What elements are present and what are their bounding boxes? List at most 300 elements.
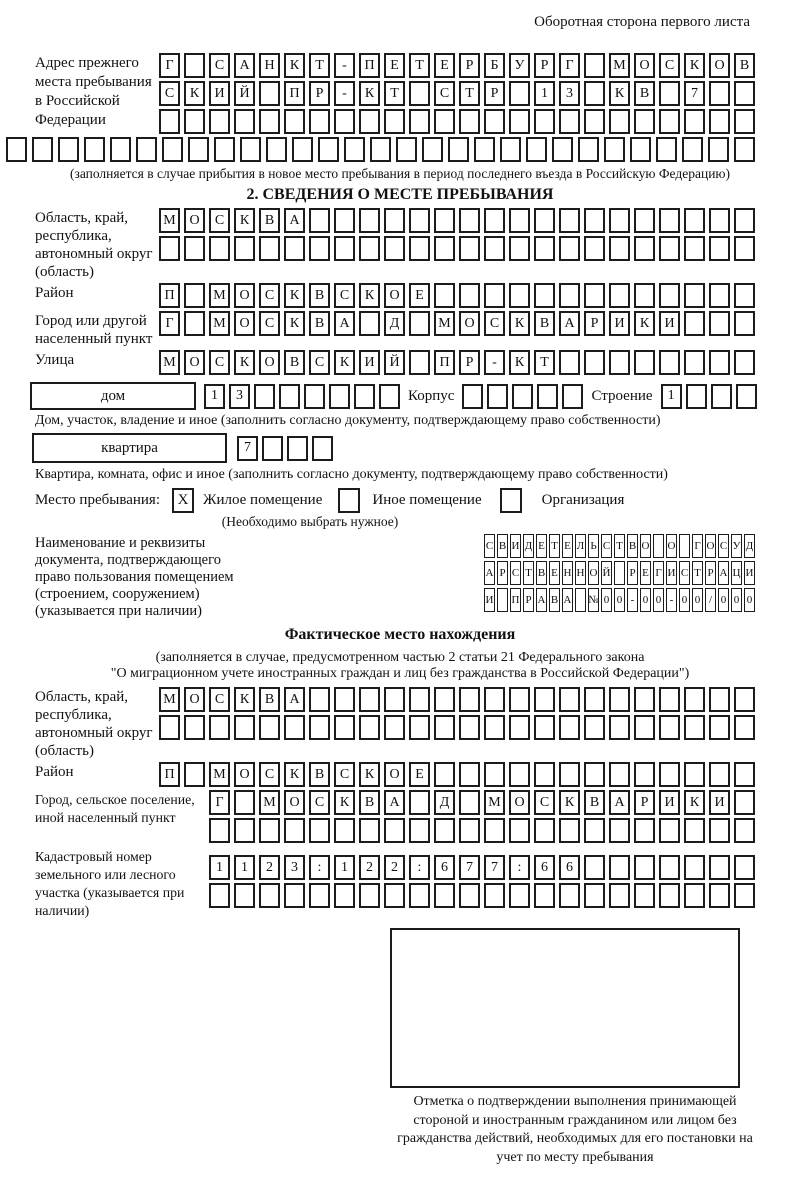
char-box	[304, 384, 325, 409]
char-box	[686, 384, 707, 409]
char-box	[279, 384, 300, 409]
char-box	[184, 109, 205, 134]
char-box: С	[259, 762, 280, 787]
char-box	[509, 81, 530, 106]
char-box: 2	[359, 855, 380, 880]
char-box	[684, 855, 705, 880]
char-box: 0	[614, 588, 625, 612]
char-box	[422, 137, 443, 162]
char-box	[162, 137, 183, 162]
char-box	[259, 818, 280, 843]
char-box	[318, 137, 339, 162]
char-box	[634, 715, 655, 740]
char-box: М	[209, 311, 230, 336]
char-box	[659, 236, 680, 261]
char-box: И	[659, 790, 680, 815]
char-box: Т	[384, 81, 405, 106]
char-box	[559, 762, 580, 787]
char-box: М	[609, 53, 630, 78]
char-box	[659, 350, 680, 375]
char-box	[484, 208, 505, 233]
char-box	[736, 384, 757, 409]
char-box	[259, 109, 280, 134]
char-box: О	[509, 790, 530, 815]
char-box: /	[705, 588, 716, 612]
char-box	[309, 715, 330, 740]
char-box	[709, 715, 730, 740]
char-box: :	[509, 855, 530, 880]
char-box	[384, 818, 405, 843]
char-box: Р	[534, 53, 555, 78]
char-box	[136, 137, 157, 162]
char-box	[287, 436, 308, 461]
char-box	[484, 109, 505, 134]
char-box	[609, 883, 630, 908]
char-box: В	[309, 762, 330, 787]
char-box	[659, 715, 680, 740]
char-box	[509, 883, 530, 908]
char-box: О	[640, 534, 651, 558]
prev-address-row-4	[6, 137, 800, 162]
char-box: В	[259, 687, 280, 712]
char-box	[184, 762, 205, 787]
char-box	[634, 762, 655, 787]
char-box: Ь	[588, 534, 599, 558]
char-box: П	[434, 350, 455, 375]
char-box: М	[159, 687, 180, 712]
char-box	[484, 883, 505, 908]
char-box	[734, 208, 755, 233]
char-box	[509, 762, 530, 787]
actual-city-row-2	[209, 818, 755, 843]
prev-address-row-3	[159, 109, 755, 134]
char-box: 0	[744, 588, 755, 612]
char-box	[659, 81, 680, 106]
char-box: О	[234, 762, 255, 787]
char-box	[709, 208, 730, 233]
char-box	[734, 109, 755, 134]
actual-district-row	[159, 762, 755, 787]
char-box	[609, 715, 630, 740]
char-box	[634, 208, 655, 233]
char-box: Т	[459, 81, 480, 106]
char-box: С	[484, 534, 495, 558]
stay-option-other-checkbox	[338, 488, 360, 513]
char-box	[309, 109, 330, 134]
char-box	[474, 137, 495, 162]
char-box	[709, 311, 730, 336]
char-box	[234, 790, 255, 815]
region-label: Область, край, республика, автономный округ (область)	[35, 210, 153, 280]
actual-location-caption-1: (заполняется в случае, предусмотренном частью 2 статьи 21 Федерального закона	[155, 650, 645, 665]
char-box: 0	[640, 588, 651, 612]
char-box	[559, 208, 580, 233]
char-box: О	[709, 53, 730, 78]
char-box: И	[359, 350, 380, 375]
char-box	[409, 715, 430, 740]
char-box: К	[609, 81, 630, 106]
char-box: К	[359, 283, 380, 308]
char-box: П	[159, 283, 180, 308]
char-box	[734, 790, 755, 815]
char-box	[734, 818, 755, 843]
page-side-note: Оборотная сторона первого листа	[534, 14, 750, 30]
char-box: Г	[692, 534, 703, 558]
stay-option-other-label: Иное помещение	[372, 492, 482, 508]
document-row-1	[484, 534, 755, 558]
char-box: М	[259, 790, 280, 815]
char-box	[537, 384, 558, 409]
char-box	[234, 883, 255, 908]
apartment-caption: Квартира, комната, офис и иное (заполнить согласно документу, подтверждающему право собственности)	[35, 467, 668, 482]
char-box	[562, 384, 583, 409]
char-box: В	[259, 208, 280, 233]
char-box	[584, 81, 605, 106]
char-box: С	[679, 561, 690, 585]
stay-type-label: Место пребывания:	[35, 492, 160, 508]
char-box	[709, 687, 730, 712]
char-box	[262, 436, 283, 461]
char-box	[584, 109, 605, 134]
char-box	[609, 109, 630, 134]
char-box	[384, 883, 405, 908]
char-box	[284, 818, 305, 843]
char-box	[584, 715, 605, 740]
char-box	[709, 855, 730, 880]
char-box: В	[359, 790, 380, 815]
char-box: И	[659, 311, 680, 336]
char-box	[634, 350, 655, 375]
char-box: 1	[661, 384, 682, 409]
char-box: С	[484, 311, 505, 336]
char-box: 0	[601, 588, 612, 612]
char-box: 7	[459, 855, 480, 880]
street-row	[159, 350, 755, 375]
char-box: 3	[229, 384, 250, 409]
char-box: Д	[384, 311, 405, 336]
char-box: С	[209, 350, 230, 375]
char-box	[434, 283, 455, 308]
char-box: К	[509, 350, 530, 375]
char-box: И	[709, 790, 730, 815]
char-box	[334, 883, 355, 908]
char-box	[254, 384, 275, 409]
char-box	[534, 762, 555, 787]
char-box	[459, 883, 480, 908]
char-box: Д	[744, 534, 755, 558]
char-box	[309, 687, 330, 712]
city-row	[159, 311, 755, 336]
char-box: А	[609, 790, 630, 815]
char-box	[214, 137, 235, 162]
char-box	[559, 109, 580, 134]
char-box	[500, 137, 521, 162]
char-box: К	[334, 350, 355, 375]
document-row-2	[484, 561, 755, 585]
char-box: О	[666, 534, 677, 558]
char-box	[334, 109, 355, 134]
char-box	[58, 137, 79, 162]
char-box	[234, 715, 255, 740]
char-box	[634, 687, 655, 712]
char-box	[209, 818, 230, 843]
char-box: Е	[434, 53, 455, 78]
char-box: 6	[559, 855, 580, 880]
char-box	[709, 818, 730, 843]
char-box: К	[284, 311, 305, 336]
char-box: М	[209, 762, 230, 787]
char-box	[679, 534, 690, 558]
city-block	[0, 311, 800, 348]
char-box: М	[159, 208, 180, 233]
char-box: Т	[614, 534, 625, 558]
char-box	[396, 137, 417, 162]
char-box	[684, 283, 705, 308]
char-box: 1	[209, 855, 230, 880]
char-box	[656, 137, 677, 162]
char-box	[534, 283, 555, 308]
char-box: М	[159, 350, 180, 375]
char-box: С	[659, 53, 680, 78]
char-box: -	[334, 53, 355, 78]
char-box	[484, 715, 505, 740]
char-box	[359, 109, 380, 134]
char-box	[709, 762, 730, 787]
char-box	[584, 687, 605, 712]
char-box	[659, 283, 680, 308]
street-block	[0, 350, 800, 375]
char-box: Г	[159, 311, 180, 336]
char-box	[708, 137, 729, 162]
char-box: О	[459, 311, 480, 336]
cadastre-row-1	[209, 855, 755, 880]
char-box	[459, 715, 480, 740]
char-box: А	[536, 588, 547, 612]
section2-title: 2. СВЕДЕНИЯ О МЕСТЕ ПРЕБЫВАНИЯ	[246, 186, 554, 203]
apartment-block	[32, 433, 800, 463]
char-box	[209, 883, 230, 908]
char-box	[334, 715, 355, 740]
char-box: Т	[409, 53, 430, 78]
char-box	[434, 236, 455, 261]
char-box: Р	[627, 561, 638, 585]
char-box	[434, 687, 455, 712]
region-block	[0, 208, 800, 281]
char-box	[359, 311, 380, 336]
char-box: С	[209, 53, 230, 78]
char-box: С	[259, 311, 280, 336]
char-box: К	[234, 350, 255, 375]
char-box: 1	[534, 81, 555, 106]
char-box	[684, 311, 705, 336]
char-box	[459, 762, 480, 787]
char-box	[609, 818, 630, 843]
char-box	[329, 384, 350, 409]
char-box: 3	[559, 81, 580, 106]
char-box	[409, 818, 430, 843]
char-box: А	[562, 588, 573, 612]
char-box	[734, 855, 755, 880]
char-box	[552, 137, 573, 162]
char-box: 2	[384, 855, 405, 880]
char-box: Й	[601, 561, 612, 585]
char-box	[709, 81, 730, 106]
char-box	[684, 818, 705, 843]
char-box	[711, 384, 732, 409]
char-box	[434, 762, 455, 787]
char-box	[684, 236, 705, 261]
actual-district-block	[0, 762, 800, 787]
char-box: Р	[584, 311, 605, 336]
char-box	[509, 687, 530, 712]
char-box	[734, 883, 755, 908]
char-box: В	[536, 561, 547, 585]
char-box	[559, 715, 580, 740]
char-box	[184, 715, 205, 740]
char-box	[266, 137, 287, 162]
char-box: Й	[234, 81, 255, 106]
char-box	[409, 208, 430, 233]
char-box: 1	[234, 855, 255, 880]
char-box: Р	[523, 588, 534, 612]
char-box	[559, 350, 580, 375]
char-box: К	[359, 81, 380, 106]
char-box: К	[334, 790, 355, 815]
prev-address-label: Адрес прежнего места пребывания в Российской Федерации	[35, 55, 152, 128]
char-box: К	[559, 790, 580, 815]
char-box	[559, 283, 580, 308]
char-box: Б	[484, 53, 505, 78]
char-box	[359, 236, 380, 261]
char-box: С	[309, 790, 330, 815]
char-box	[609, 283, 630, 308]
stroenie-cells	[661, 384, 757, 409]
char-box	[734, 311, 755, 336]
char-box	[344, 137, 365, 162]
char-box: И	[744, 561, 755, 585]
char-box	[509, 109, 530, 134]
char-box: К	[284, 283, 305, 308]
char-box: Е	[536, 534, 547, 558]
char-box	[497, 588, 508, 612]
char-box	[734, 715, 755, 740]
char-box: -	[666, 588, 677, 612]
char-box: Р	[459, 53, 480, 78]
char-box	[604, 137, 625, 162]
char-box: -	[484, 350, 505, 375]
document-row-3	[484, 588, 755, 612]
actual-region-block	[0, 687, 800, 760]
char-box: М	[434, 311, 455, 336]
char-box	[534, 208, 555, 233]
char-box: 7	[237, 436, 258, 461]
char-box	[409, 790, 430, 815]
char-box	[459, 283, 480, 308]
district-block	[0, 283, 800, 308]
char-box: О	[184, 687, 205, 712]
char-box	[259, 236, 280, 261]
char-box	[234, 818, 255, 843]
char-box	[459, 687, 480, 712]
char-box: О	[384, 762, 405, 787]
char-box	[584, 208, 605, 233]
char-box: О	[234, 283, 255, 308]
char-box: А	[334, 311, 355, 336]
char-box: Е	[384, 53, 405, 78]
char-box: П	[284, 81, 305, 106]
char-box	[484, 236, 505, 261]
char-box	[684, 715, 705, 740]
char-box: К	[234, 208, 255, 233]
char-box	[209, 236, 230, 261]
char-box: О	[705, 534, 716, 558]
char-box	[634, 283, 655, 308]
char-box	[559, 883, 580, 908]
char-box	[484, 818, 505, 843]
char-box	[334, 236, 355, 261]
char-box	[384, 687, 405, 712]
char-box	[159, 715, 180, 740]
char-box: Е	[562, 534, 573, 558]
char-box	[409, 883, 430, 908]
char-box	[354, 384, 375, 409]
char-box	[259, 715, 280, 740]
char-box: У	[731, 534, 742, 558]
char-box	[734, 350, 755, 375]
district-label: Район	[35, 285, 74, 301]
char-box: Т	[549, 534, 560, 558]
char-box: С	[209, 208, 230, 233]
char-box	[184, 283, 205, 308]
char-box: И	[666, 561, 677, 585]
char-box: Р	[484, 81, 505, 106]
stay-option-organization-label: Организация	[541, 492, 625, 508]
char-box	[509, 818, 530, 843]
char-box	[487, 384, 508, 409]
char-box	[184, 311, 205, 336]
char-box: Г	[653, 561, 664, 585]
char-box	[534, 109, 555, 134]
actual-location-title: Фактическое место нахождения	[284, 626, 516, 643]
char-box	[609, 687, 630, 712]
char-box: О	[234, 311, 255, 336]
char-box: Й	[384, 350, 405, 375]
char-box: Т	[534, 350, 555, 375]
char-box	[584, 883, 605, 908]
char-box: -	[627, 588, 638, 612]
char-box	[734, 762, 755, 787]
char-box	[584, 855, 605, 880]
char-box	[609, 236, 630, 261]
char-box	[459, 109, 480, 134]
char-box: С	[259, 283, 280, 308]
apartment-type-box: квартира	[32, 433, 227, 463]
char-box	[534, 715, 555, 740]
char-box: М	[209, 283, 230, 308]
char-box: К	[284, 762, 305, 787]
char-box	[409, 311, 430, 336]
char-box	[534, 818, 555, 843]
char-box	[462, 384, 483, 409]
char-box: А	[718, 561, 729, 585]
char-box: К	[234, 687, 255, 712]
char-box	[559, 818, 580, 843]
char-box: П	[359, 53, 380, 78]
char-box	[614, 561, 625, 585]
char-box	[379, 384, 400, 409]
char-box	[284, 236, 305, 261]
char-box	[584, 283, 605, 308]
